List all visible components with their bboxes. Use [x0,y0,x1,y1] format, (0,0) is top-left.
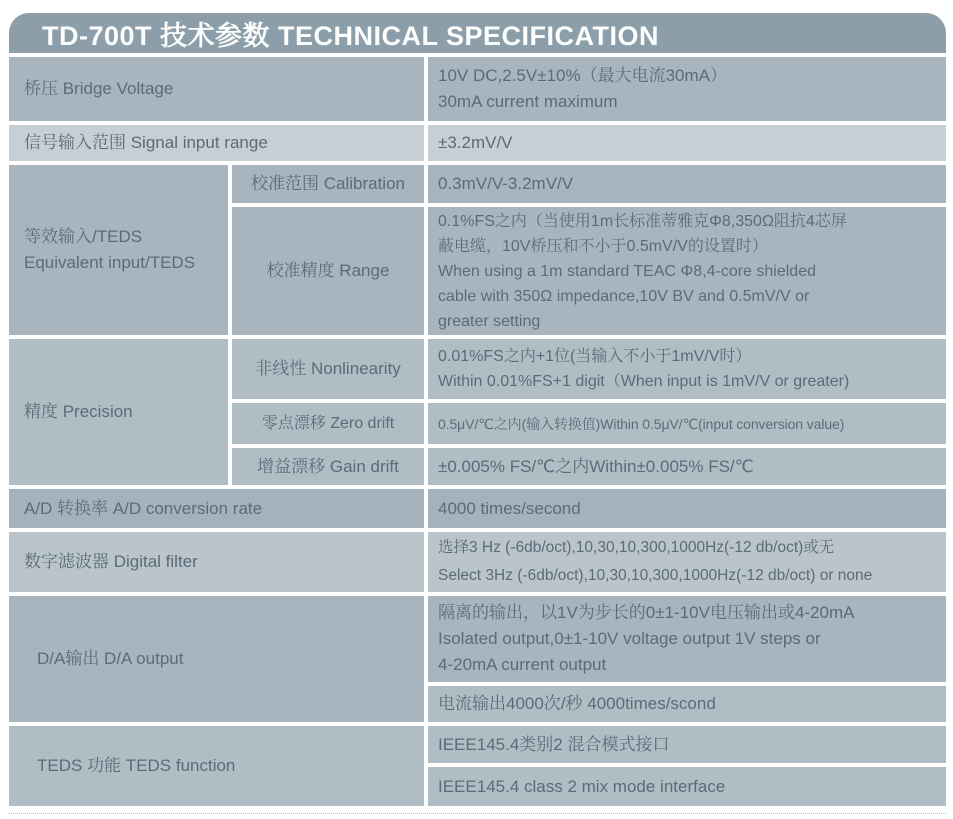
value-line: When using a 1m standard TEAC Φ8,4-core shielded [438,262,816,280]
value-line: 选择3 Hz (-6db/oct),10,30,10,300,1000Hz(-12 db/oct)或无 [438,539,835,556]
value-line: 蔽电缆，10V桥压和不小于0.5mV/V的设置时） [438,237,768,255]
value-da-output-isolated [428,596,946,682]
value-line: 0.1%FS之内（当使用1m长标准蒂雅克Φ8,350Ω阻抗4芯屏 [438,212,847,230]
value-teds-interface-cn [428,726,946,763]
sub-label-gain-drift: 增益漂移 Gain drift [232,448,424,485]
value-line: cable with 350Ω impedance,10V BV and 0.5mV/V or [438,287,810,305]
sub-label-calibration: 校准范围 Calibration [232,165,424,203]
value-line: 0.3mV/V-3.2mV/V [438,174,574,193]
value-teds-interface-en [428,767,946,806]
value-line: ±3.2mV/V [438,133,513,152]
value-line: IEEE145.4类别2 混合模式接口 [438,734,670,754]
group-label-equivalent-input-teds: 等效输入/TEDS Equivalent input/TEDS [9,165,228,335]
group-label-precision: 精度 Precision [9,339,228,485]
value-digital-filter [428,532,946,592]
value-da-output-current [428,686,946,722]
value-zero-drift [428,403,946,444]
value-nonlinearity [428,339,946,399]
value-line: IEEE145.4 class 2 mix mode interface [438,776,726,796]
value-signal-input-range [428,125,946,161]
page-title [9,13,946,53]
row-label-digital-filter: 数字滤波器 Digital filter [9,532,424,592]
group-label-da-output: D/A输出 D/A output [9,596,424,722]
value-line: Isolated output,0±1-10V voltage output 1V steps or [438,629,821,648]
value-bridge-voltage [428,57,946,121]
value-line: 电流输出4000次/秒 4000times/scond [438,694,716,713]
value-line: greater setting [438,312,541,330]
sub-label-zero-drift: 零点漂移 Zero drift [232,403,424,444]
value-line: ±0.005% FS/℃之内Within±0.005% FS/℃ [438,456,754,476]
value-line: 0.5μV/℃之内(输入转换值)Within 0.5μV/℃(input conversion value) [438,415,845,432]
value-ad-conversion-rate [428,489,946,528]
value-gain-drift [428,448,946,485]
value-line: 隔离的输出，以1V为步长的0±1-10V电压输出或4-20mA [438,603,855,622]
value-calibration-range [428,207,946,335]
sub-label-calibration-range: 校准精度 Range [232,207,424,335]
value-line: 0.01%FS之内+1位(当输入不小于1mV/V时） [438,348,752,365]
row-label-ad-conversion-rate: A/D 转换率 A/D conversion rate [9,489,424,528]
value-line: Select 3Hz (-6db/oct),10,30,10,300,1000Hz(-12 db/oct) or none [438,567,873,584]
value-line: 10V DC,2.5V±10%（最大电流30mA） [438,66,727,85]
row-label-bridge-voltage: 桥压 Bridge Voltage [9,57,424,121]
row-label-signal-input-range: 信号输入范围 Signal input range [9,125,424,161]
spec-grid [9,57,946,806]
group-label-teds-function: TEDS 功能 TEDS function [9,726,424,806]
table-bottom-edge [9,813,946,814]
page-title-text: TD-700T 技术参数 TECHNICAL SPECIFICATION [42,20,660,51]
value-line: 30mA current maximum [438,92,618,111]
sub-label-nonlinearity: 非线性 Nonlinearity [232,339,424,399]
value-line: 4000 times/second [438,498,581,518]
value-calibration [428,165,946,203]
value-line: 4-20mA current output [438,655,607,674]
value-line: Within 0.01%FS+1 digit（When input is 1mV/V or greater) [438,373,850,390]
